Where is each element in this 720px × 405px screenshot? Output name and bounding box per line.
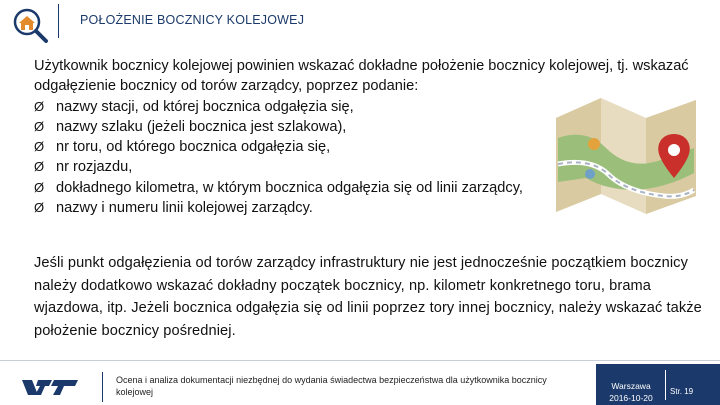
bullet-arrow-icon: Ø	[34, 139, 45, 155]
slide-header	[0, 0, 720, 44]
footer-box-separator	[665, 370, 666, 400]
page-number: Str. 19	[670, 387, 694, 396]
footer-date: 2016-10-20	[609, 393, 653, 403]
footer-separator	[102, 372, 103, 402]
list-item-text: nazwy i numeru linii kolejowej zarządcy.	[56, 200, 313, 217]
footer-city: Warszawa	[611, 381, 651, 391]
header-divider	[58, 4, 59, 38]
bullet-arrow-icon: Ø	[34, 200, 45, 216]
bullet-arrow-icon: Ø	[34, 98, 45, 114]
bullet-arrow-icon: Ø	[34, 159, 45, 175]
bullet-arrow-icon: Ø	[34, 179, 45, 195]
utk-logo-icon	[20, 375, 80, 399]
footer-location-date	[600, 380, 662, 404]
bullet-arrow-icon: Ø	[34, 118, 45, 134]
intro-text: Użytkownik bocznicy kolejowej powinien wskazać dokładne położenie bocznicy kolejowej, tj. wskazać odgałęzienie bocznicy od torów zarządcy, poprzez podanie:	[34, 58, 689, 95]
list-item-text: nazwy stacji, od której bocznica odgałęzia się,	[56, 98, 354, 115]
map-pin-icon	[546, 78, 706, 218]
footer-description: Ocena i analiza dokumentacji niezbędnej do wydania świadectwa bezpieczeństwa dla użytkownika bocznicy kolejowej	[116, 375, 547, 397]
list-item-text: nr toru, od którego bocznica odgałęzia się,	[56, 139, 331, 156]
detail-paragraph: Jeśli punkt odgałęzienia od torów zarządcy infrastruktury nie jest jednocześnie początkiem bocznicy należy dodatkowo wskazać dokładny początek bocznicy, np. kilometr konkretnego toru, brama wjazdowa, itp. Jeżeli bocznica odgałęzia się od linii poprzez tory innej bocznicy, należy wskazać także położenie bocznicy pośredniej.	[34, 255, 702, 339]
search-house-logo-icon	[10, 6, 50, 44]
footer-divider	[0, 360, 720, 361]
list-item-text: nazwy szlaku (jeżeli bocznica jest szlakowa),	[56, 118, 347, 135]
list-item-text: nr rozjazdu,	[56, 159, 133, 176]
list-item-text: dokładnego kilometra, w którym bocznica odgałęzia się od linii zarządcy,	[56, 179, 523, 196]
page-title: POŁOŻENIE BOCZNICY KOLEJOWEJ	[80, 13, 305, 27]
